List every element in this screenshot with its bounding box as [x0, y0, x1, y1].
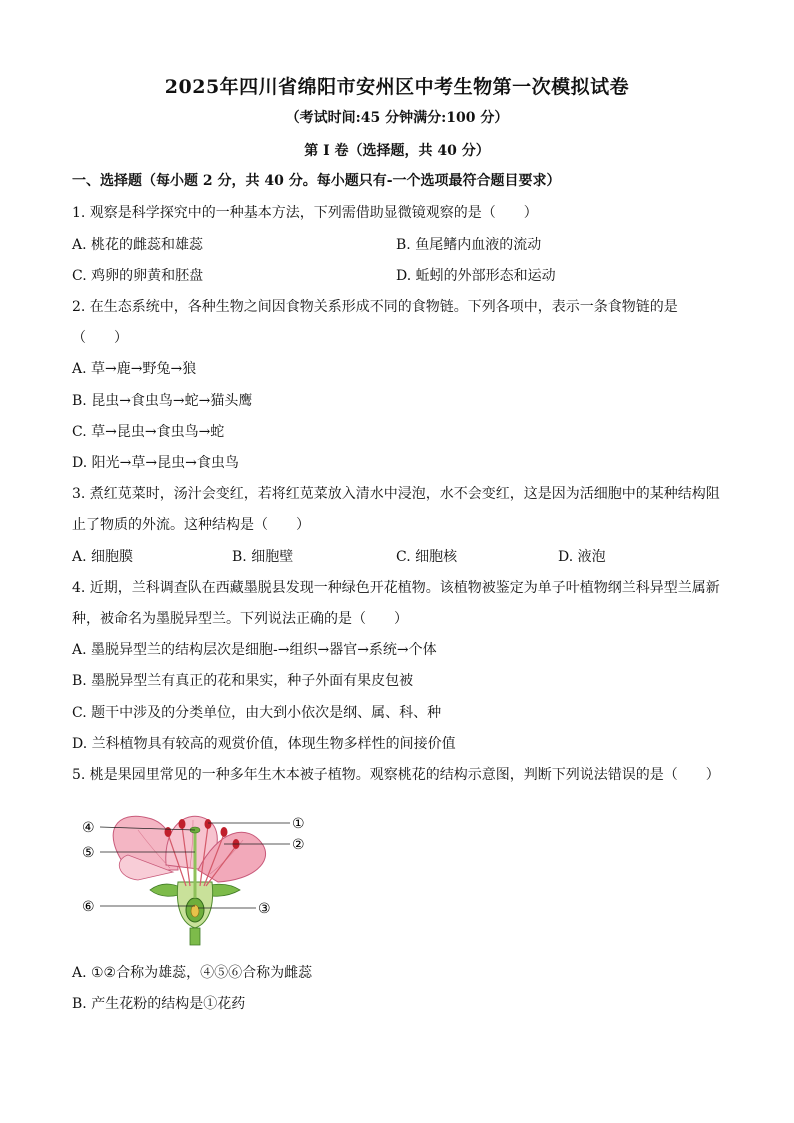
question-1-stem: 1. 观察是科学探究中的一种基本方法，下列需借助显微镜观察的是（ ） [72, 205, 538, 221]
question-4-option-b: B. 墨脱异型兰有真正的花和果实，种子外面有果皮包被 [72, 673, 414, 689]
label-4: ④ [82, 820, 95, 836]
question-1-option-b: B. 鱼尾鳍内血液的流动 [396, 237, 542, 253]
label-1: ① [292, 816, 305, 832]
question-2-stem: 2. 在生态系统中，各种生物之间因食物关系形成不同的食物链。下列各项中，表示一条食物链的是 [72, 299, 678, 315]
question-1-option-d: D. 蚯蚓的外部形态和运动 [396, 268, 556, 284]
question-3-option-d: D. 液泡 [558, 549, 606, 565]
question-3-option-c: C. 细胞核 [396, 549, 458, 565]
section-heading: 一、选择题（每小题 2 分，共 40 分。每小题只有-一个选项最符合题目要求） [72, 173, 561, 189]
question-1-option-a: A. 桃花的雌蕊和雄蕊 [72, 237, 204, 253]
question-1-option-c: C. 鸡卵的卵黄和胚盘 [72, 268, 204, 284]
question-3-stem-cont: 止了物质的外流。这种结构是（ ） [72, 517, 310, 533]
label-6: ⑥ [82, 899, 95, 915]
question-2-option-d: D. 阳光→草→昆虫→食虫鸟 [72, 455, 239, 471]
question-5-option-a: A. ①②合称为雄蕊，④⑤⑥合称为雌蕊 [72, 965, 313, 981]
question-3-stem: 3. 煮红苋菜时，汤汁会变红，若将红苋菜放入清水中浸泡，水不会变红，这是因为活细胞中的某种结构阻 [72, 486, 720, 502]
question-4-stem-cont: 种，被命名为墨脱异型兰。下列说法正确的是（ ） [72, 611, 408, 627]
page-title: 2025年四川省绵阳市安州区中考生物第一次模拟试卷 [164, 76, 630, 98]
question-2-stem-cont: （ ） [72, 330, 128, 346]
question-4-option-c: C. 题干中涉及的分类单位，由大到小依次是纲、属、科、种 [72, 705, 442, 721]
question-2-option-b: B. 昆虫→食虫鸟→蛇→猫头鹰 [72, 393, 253, 409]
question-5-stem: 5. 桃是果园里常见的一种多年生木本被子植物。观察桃花的结构示意图，判断下列说法错误的是（ ） [72, 767, 720, 783]
question-2-option-c: C. 草→昆虫→食虫鸟→蛇 [72, 424, 225, 440]
question-4-option-d: D. 兰科植物具有较高的观赏价值，体现生物多样性的间接价值 [72, 736, 456, 752]
exam-info: （考试时间:45 分钟满分:100 分） [285, 110, 509, 126]
label-2: ② [292, 837, 305, 853]
question-5-option-b: B. 产生花粉的结构是①花药 [72, 996, 246, 1012]
label-3: ③ [258, 901, 271, 917]
question-3-option-a: A. 细胞膜 [72, 549, 134, 565]
question-4-stem: 4. 近期，兰科调查队在西藏墨脱县发现一种绿色开花植物。该植物被鉴定为单子叶植物纲兰科异型兰属新 [72, 580, 720, 596]
question-3-option-b: B. 细胞壁 [232, 549, 294, 565]
question-4-option-a: A. 墨脱异型兰的结构层次是细胞-→组织→器官→系统→个体 [72, 642, 437, 658]
label-5: ⑤ [82, 845, 95, 861]
question-2-option-a: A. 草→鹿→野兔→狼 [72, 361, 197, 377]
peach-flower-diagram [78, 800, 318, 948]
volume-heading: 第 I 卷（选择题，共 40 分） [304, 143, 490, 159]
